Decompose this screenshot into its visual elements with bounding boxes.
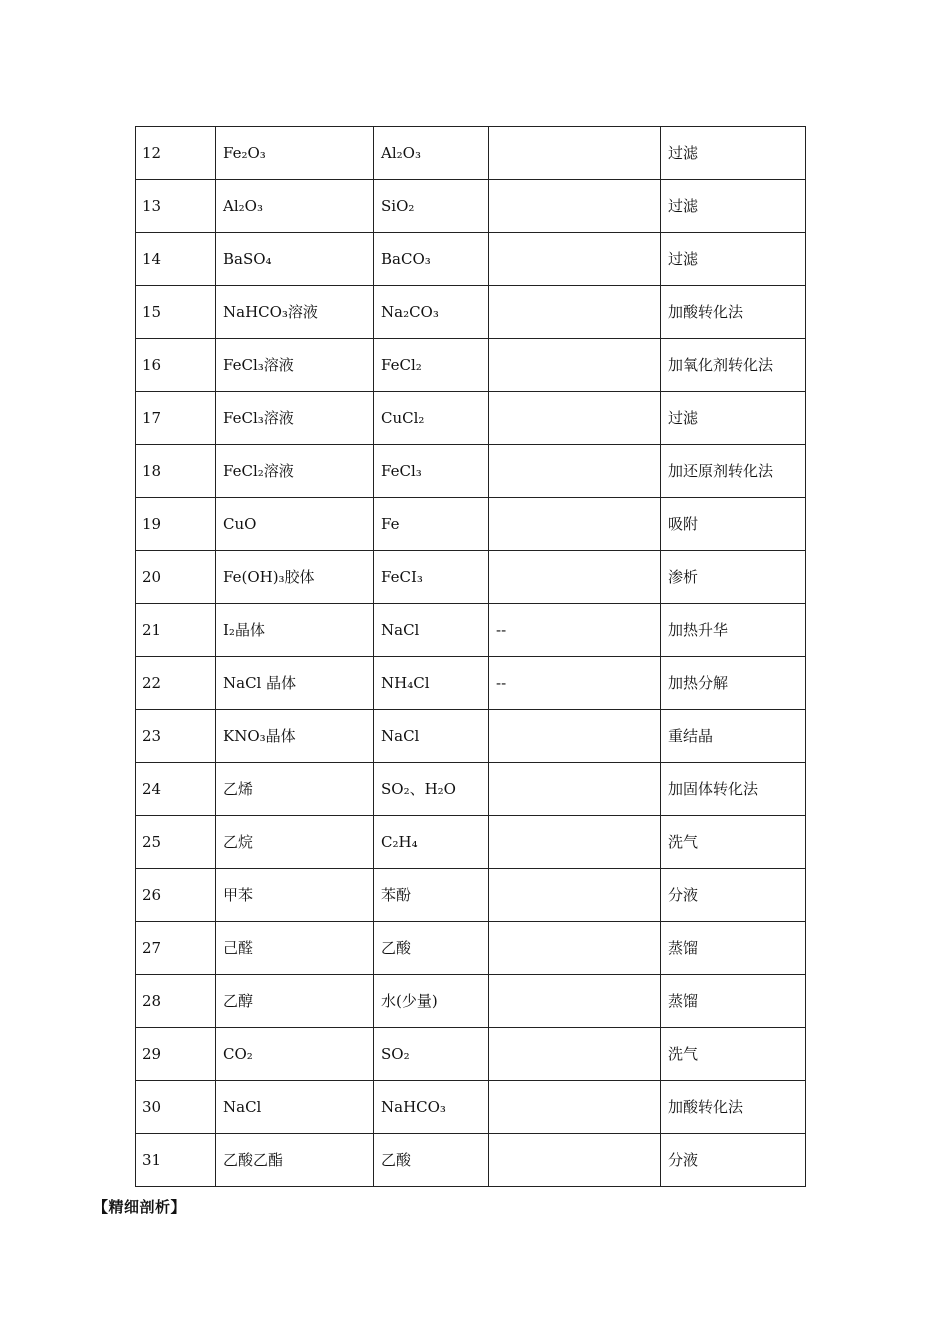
row-number-cell: 17 [136, 392, 216, 445]
method-cell: 加热升华 [661, 604, 806, 657]
reagent-cell [489, 180, 661, 233]
target-substance-cell: 乙酸乙酯 [216, 1134, 374, 1187]
table-row [136, 339, 806, 392]
impurity-cell: SiO₂ [374, 180, 489, 233]
row-number-cell: 20 [136, 551, 216, 604]
impurity-cell: NaCl [374, 604, 489, 657]
reagent-cell [489, 551, 661, 604]
target-substance-cell: NaCl [216, 1081, 374, 1134]
row-number-cell: 22 [136, 657, 216, 710]
table-row [136, 604, 806, 657]
reagent-cell [489, 445, 661, 498]
row-number-cell: 30 [136, 1081, 216, 1134]
method-cell: 加还原剂转化法 [661, 445, 806, 498]
target-substance-cell: KNO₃晶体 [216, 710, 374, 763]
target-substance-cell: FeCl₃溶液 [216, 392, 374, 445]
impurity-cell: Na₂CO₃ [374, 286, 489, 339]
row-number-cell: 14 [136, 233, 216, 286]
method-cell: 洗气 [661, 816, 806, 869]
target-substance-cell: CuO [216, 498, 374, 551]
reagent-cell [489, 1134, 661, 1187]
row-number-cell: 31 [136, 1134, 216, 1187]
impurity-cell: SO₂ [374, 1028, 489, 1081]
reagent-cell [489, 816, 661, 869]
row-number-cell: 23 [136, 710, 216, 763]
table-row [136, 816, 806, 869]
impurity-cell: SO₂、H₂O [374, 763, 489, 816]
method-cell: 蒸馏 [661, 922, 806, 975]
reagent-cell [489, 710, 661, 763]
target-substance-cell: 乙烯 [216, 763, 374, 816]
row-number-cell: 28 [136, 975, 216, 1028]
impurity-cell: FeCI₃ [374, 551, 489, 604]
target-substance-cell: 甲苯 [216, 869, 374, 922]
method-cell: 加氧化剂转化法 [661, 339, 806, 392]
row-number-cell: 26 [136, 869, 216, 922]
impurity-cell: 苯酚 [374, 869, 489, 922]
method-cell: 洗气 [661, 1028, 806, 1081]
impurity-cell: BaCO₃ [374, 233, 489, 286]
table-row [136, 233, 806, 286]
impurity-cell: CuCl₂ [374, 392, 489, 445]
method-cell: 渗析 [661, 551, 806, 604]
impurity-cell: NaCl [374, 710, 489, 763]
table-row [136, 922, 806, 975]
target-substance-cell: NaCl 晶体 [216, 657, 374, 710]
row-number-cell: 16 [136, 339, 216, 392]
target-substance-cell: Al₂O₃ [216, 180, 374, 233]
method-cell: 分液 [661, 1134, 806, 1187]
impurity-cell: NH₄Cl [374, 657, 489, 710]
method-cell: 加酸转化法 [661, 1081, 806, 1134]
table-row [136, 551, 806, 604]
target-substance-cell: I₂晶体 [216, 604, 374, 657]
target-substance-cell: Fe₂O₃ [216, 127, 374, 180]
method-cell: 分液 [661, 869, 806, 922]
row-number-cell: 18 [136, 445, 216, 498]
table-row [136, 392, 806, 445]
row-number-cell: 12 [136, 127, 216, 180]
row-number-cell: 29 [136, 1028, 216, 1081]
section-heading: 【精细剖析】 [93, 1198, 187, 1216]
method-cell: 吸附 [661, 498, 806, 551]
impurity-cell: 乙酸 [374, 1134, 489, 1187]
reagent-cell [489, 392, 661, 445]
target-substance-cell: NaHCO₃溶液 [216, 286, 374, 339]
row-number-cell: 24 [136, 763, 216, 816]
reagent-cell [489, 975, 661, 1028]
row-number-cell: 13 [136, 180, 216, 233]
reagent-cell [489, 339, 661, 392]
row-number-cell: 15 [136, 286, 216, 339]
table-row [136, 1081, 806, 1134]
table-row [136, 657, 806, 710]
target-substance-cell: Fe(OH)₃胶体 [216, 551, 374, 604]
table-row [136, 1028, 806, 1081]
table-row [136, 127, 806, 180]
reagent-cell [489, 763, 661, 816]
method-cell: 加热分解 [661, 657, 806, 710]
method-cell: 过滤 [661, 233, 806, 286]
reagent-cell [489, 1081, 661, 1134]
reagent-cell [489, 233, 661, 286]
impurity-cell: Al₂O₃ [374, 127, 489, 180]
method-cell: 加酸转化法 [661, 286, 806, 339]
target-substance-cell: 乙烷 [216, 816, 374, 869]
target-substance-cell: BaSO₄ [216, 233, 374, 286]
reagent-cell [489, 498, 661, 551]
impurity-cell: C₂H₄ [374, 816, 489, 869]
table-row [136, 869, 806, 922]
reagent-cell: -- [489, 604, 661, 657]
table-row [136, 286, 806, 339]
reagent-cell: -- [489, 657, 661, 710]
table-row [136, 498, 806, 551]
method-cell: 重结晶 [661, 710, 806, 763]
method-cell: 过滤 [661, 127, 806, 180]
target-substance-cell: CO₂ [216, 1028, 374, 1081]
reagent-cell [489, 922, 661, 975]
table-row [136, 763, 806, 816]
table-body [136, 127, 806, 1187]
target-substance-cell: 己醛 [216, 922, 374, 975]
impurity-cell: 乙酸 [374, 922, 489, 975]
method-cell: 过滤 [661, 180, 806, 233]
impurity-cell: 水(少量) [374, 975, 489, 1028]
row-number-cell: 27 [136, 922, 216, 975]
row-number-cell: 19 [136, 498, 216, 551]
table-row [136, 445, 806, 498]
row-number-cell: 21 [136, 604, 216, 657]
table-row [136, 710, 806, 763]
impurity-cell: Fe [374, 498, 489, 551]
reagent-cell [489, 1028, 661, 1081]
target-substance-cell: FeCl₃溶液 [216, 339, 374, 392]
reagent-cell [489, 127, 661, 180]
row-number-cell: 25 [136, 816, 216, 869]
target-substance-cell: 乙醇 [216, 975, 374, 1028]
table-row [136, 975, 806, 1028]
impurity-cell: FeCl₂ [374, 339, 489, 392]
target-substance-cell: FeCl₂溶液 [216, 445, 374, 498]
reagent-cell [489, 869, 661, 922]
method-cell: 蒸馏 [661, 975, 806, 1028]
method-cell: 过滤 [661, 392, 806, 445]
separation-methods-table [135, 126, 806, 1187]
method-cell: 加固体转化法 [661, 763, 806, 816]
table-row [136, 1134, 806, 1187]
reagent-cell [489, 286, 661, 339]
impurity-cell: FeCl₃ [374, 445, 489, 498]
impurity-cell: NaHCO₃ [374, 1081, 489, 1134]
table-row [136, 180, 806, 233]
